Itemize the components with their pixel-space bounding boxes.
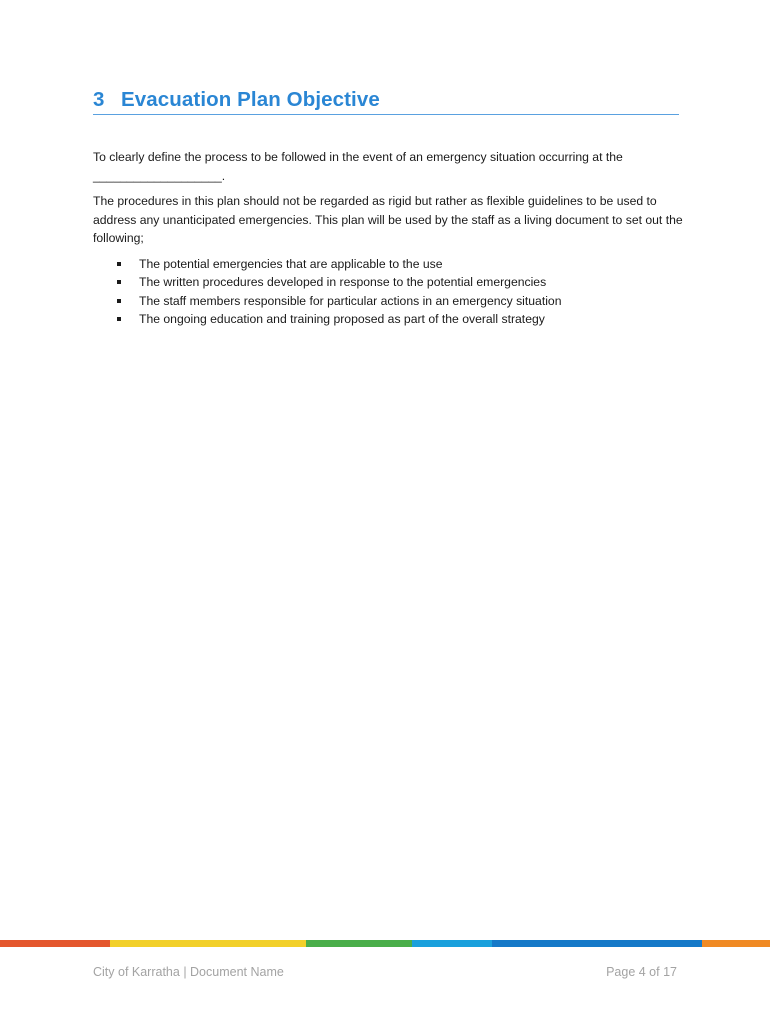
list-item: The ongoing education and training proposed as part of the overall strategy xyxy=(93,310,683,329)
footer-bar-segment xyxy=(306,940,412,947)
section-title: Evacuation Plan Objective xyxy=(121,88,380,111)
bullet-list xyxy=(93,255,683,329)
footer-color-bar xyxy=(0,940,770,947)
list-item: The written procedures developed in response to the potential emergencies xyxy=(93,273,683,292)
square-bullet-icon xyxy=(117,262,121,266)
footer-bar-segment xyxy=(412,940,492,947)
footer-document-name: City of Karratha | Document Name xyxy=(93,965,284,979)
footer-bar-segment xyxy=(0,940,110,947)
footer-bar-segment xyxy=(110,940,306,947)
footer-page-number: Page 4 of 17 xyxy=(606,965,677,979)
body-content xyxy=(93,148,683,329)
list-item: The potential emergencies that are applicable to the use xyxy=(93,255,683,274)
objective-paragraph: To clearly define the process to be followed in the event of an emergency situation occurring at the ___________________. xyxy=(93,150,623,183)
section-heading xyxy=(93,88,679,115)
footer-bar-segment xyxy=(702,940,770,947)
procedures-paragraph: The procedures in this plan should not be regarded as rigid but rather as flexible guidelines to be used to address any unanticipated emergencies. This plan will be used by the staff as a living document to set out the following; xyxy=(93,194,683,245)
square-bullet-icon xyxy=(117,280,121,284)
square-bullet-icon xyxy=(117,299,121,303)
list-item: The staff members responsible for particular actions in an emergency situation xyxy=(93,292,683,311)
section-number: 3 xyxy=(93,88,105,111)
footer-bar-segment xyxy=(492,940,702,947)
square-bullet-icon xyxy=(117,317,121,321)
